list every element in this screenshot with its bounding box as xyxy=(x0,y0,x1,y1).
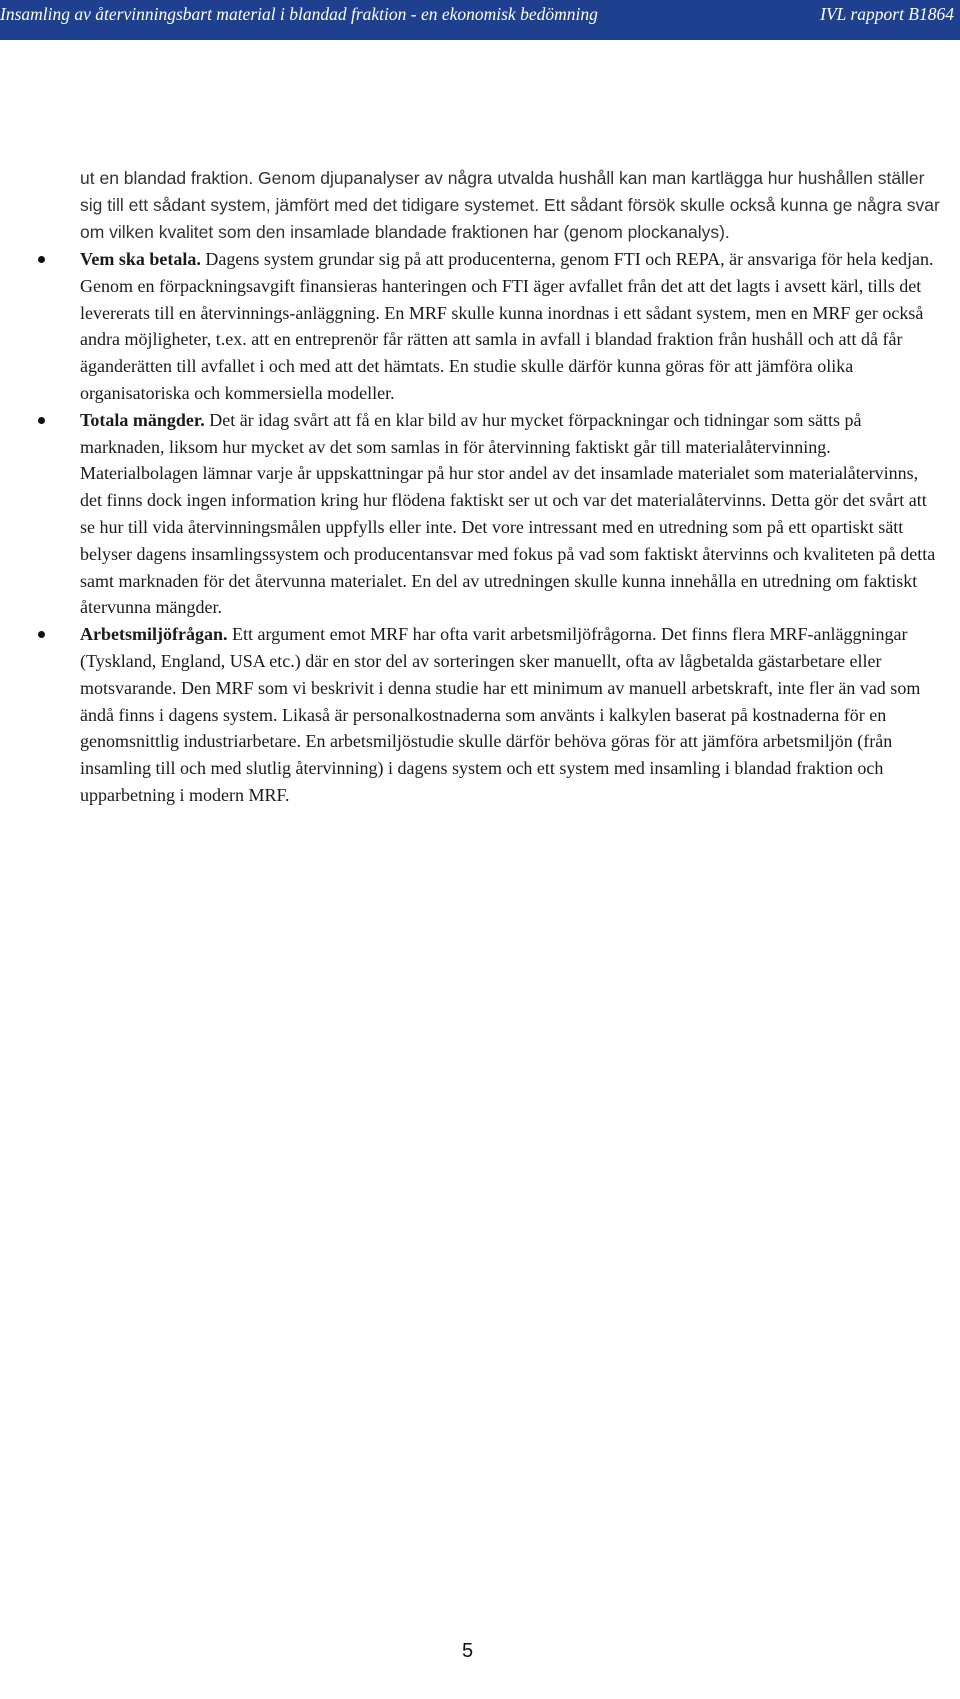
bullet-list xyxy=(80,246,942,809)
document-title: Insamling av återvinningsbart material i blandad fraktion - en ekonomisk bedömning xyxy=(0,4,598,24)
page-number: 5 xyxy=(462,1640,474,1662)
bullet-text: Dagens system grundar sig på att producenterna, genom FTI och REPA, är ansvariga för hela kedjan. Genom en förpackningsavgift finansieras hanteringen och FTI äger avfallet från det att det lagts i avsett kärl, tills det levererats till en återvinnings-anläggning. En MRF skulle kunna inordnas i ett sådant system, men en MRF ger också andra möjligheter, t.ex. att en entreprenör får rätten att samla in avfall i blandad fraktion från hushåll och att då får äganderätten till avfallet i och med att det hämtats. En studie skulle därför kunna göras för att jämföra olika organisatoriska och kommersiella modeller. xyxy=(80,249,934,403)
bullet-icon xyxy=(38,631,45,638)
bullet-item-vem-ska-betala xyxy=(80,246,942,407)
bullet-icon xyxy=(38,417,45,424)
bullet-heading: Totala mängder. xyxy=(80,409,205,430)
bullet-item-arbetsmiljofragan xyxy=(80,621,942,809)
bullet-icon xyxy=(38,256,45,263)
bullet-text: Det är idag svårt att få en klar bild av hur mycket förpackningar och tidningar som sätts på marknaden, liksom hur mycket av det som samlas in för återvinning faktiskt går till materialåtervinning. Materialbolagen lämnar varje år uppskattningar på hur stor andel av det insamlade materialet som materialåtervinns, det finns dock ingen information kring hur flödena faktiskt ser ut och var det materialåtervinns. Detta gör det svårt att se hur till vida återvinningsmålen uppfylls eller inte. Det vore intressant med en utredning som på ett opartiskt sätt belyser dagens insamlingssystem och producentansvar med fokus på vad som faktiskt återvinns och kvaliteten på detta samt marknaden för det återvunna materialet. En del av utredningen skulle kunna innehålla en utredning om faktiskt återvunna mängder. xyxy=(80,409,936,618)
lead-paragraph: ut en blandad fraktion. Genom djupanalyser av några utvalda hushåll kan man kartlägga hur hushållen ställer sig till ett sådant system, jämfört med det tidigare systemet. Ett sådant försök skulle också kunna ge några svar om vilken kvalitet som den insamlade blandade fraktionen har (genom plockanalys). xyxy=(80,168,940,242)
bullet-item-totala-mangder xyxy=(80,407,942,621)
bullet-heading: Vem ska betala. xyxy=(80,249,201,269)
page-header xyxy=(0,0,960,40)
bullet-text: Ett argument emot MRF har ofta varit arbetsmiljöfrågorna. Det finns flera MRF-anläggningar (Tyskland, England, USA etc.) där en stor del av sorteringen sker manuellt, ofta av lågbetalda gästarbetare eller motsvarande. Den MRF som vi beskrivit i denna studie har ett minimum av manuell arbetskraft, inte fler än vad som ändå finns i dagens system. Likaså är personalkostnaderna som använts i kalkylen baserat på kostnaderna för en genomsnittlig industriarbetare. En arbetsmiljöstudie skulle därför behöva göras för att jämföra arbetsmiljön (från insamling till och med slutlig återvinning) i dagens system och ett system med insamling i blandad fraktion och upparbetning i modern MRF. xyxy=(80,624,921,805)
bullet-heading: Arbetsmiljöfrågan. xyxy=(80,624,228,645)
page-body xyxy=(80,165,942,809)
report-id: IVL rapport B1864 xyxy=(820,4,954,24)
